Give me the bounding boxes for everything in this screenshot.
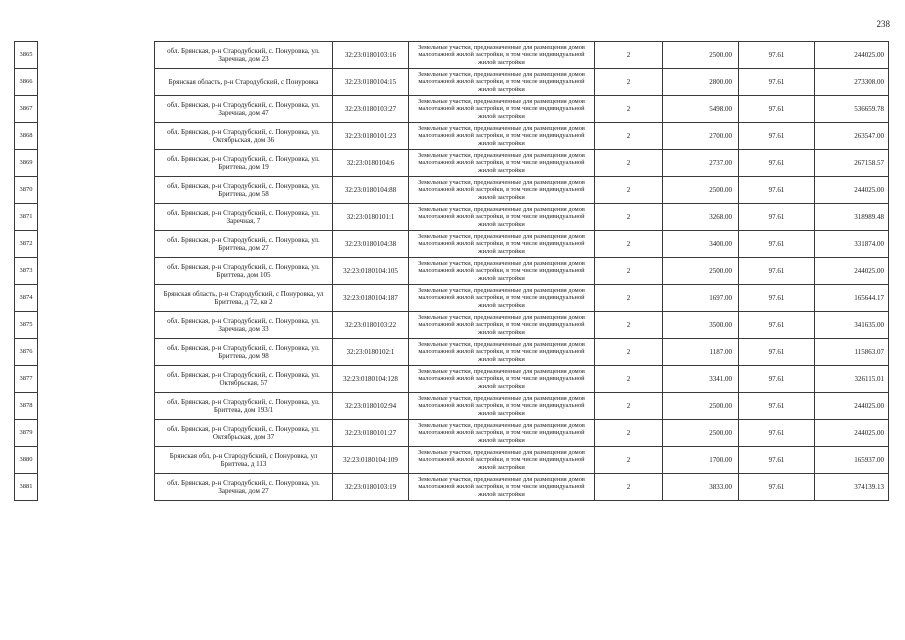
- row-number-cell: 3876: [15, 339, 38, 366]
- row-number-cell: 3872: [15, 231, 38, 258]
- table-row: [155, 447, 889, 474]
- table-row: [155, 474, 889, 501]
- row-number-cell: 3874: [15, 285, 38, 312]
- area-cell: 2500.00: [663, 420, 739, 447]
- cadastral-value-cell: 331874.00: [815, 231, 889, 258]
- area-cell: 1697.00: [663, 285, 739, 312]
- area-cell: 1700.00: [663, 447, 739, 474]
- row-number-cell: 3865: [15, 42, 38, 69]
- table-row: [155, 312, 889, 339]
- cadastral-number-cell: 32:23:0180104:88: [333, 177, 409, 204]
- rate-cell: 97.61: [739, 231, 815, 258]
- cadastral-number-cell: 32:23:0180104:187: [333, 285, 409, 312]
- area-cell: 2800.00: [663, 69, 739, 96]
- cadastral-value-cell: 165644.17: [815, 285, 889, 312]
- land-category-cell: Земельные участки, предназначенные для размещения домов малоэтажной жилой застройки, в том числе индивидуальной жилой застройки: [409, 393, 595, 420]
- address-cell: обл. Брянская, р-н Стародубский, с. Понуровка, ул. Заречная, дом 23: [155, 42, 333, 69]
- table-row: [155, 150, 889, 177]
- rate-cell: 97.61: [739, 393, 815, 420]
- rate-cell: 97.61: [739, 177, 815, 204]
- address-cell: Брянская область, р-н Стародубский, с Понуровка: [155, 69, 333, 96]
- row-number-cell: 3873: [15, 258, 38, 285]
- row-number-row: [15, 447, 38, 474]
- cadastral-value-cell: 536659.78: [815, 96, 889, 123]
- rate-cell: 97.61: [739, 312, 815, 339]
- cadastral-value-cell: 374139.13: [815, 474, 889, 501]
- page-number: 238: [876, 19, 890, 29]
- cadastral-number-cell: 32:23:0180101:23: [333, 123, 409, 150]
- address-cell: обл. Брянская, р-н Стародубский, с. Понуровка, ул. Бриттева, дом 98: [155, 339, 333, 366]
- address-cell: обл. Брянская, р-н Стародубский, с. Понуровка, ул. Бриттева, дом 193/1: [155, 393, 333, 420]
- row-number-cell: 3880: [15, 447, 38, 474]
- table-row: [155, 177, 889, 204]
- area-cell: 3500.00: [663, 312, 739, 339]
- rate-cell: 97.61: [739, 258, 815, 285]
- land-category-cell: Земельные участки, предназначенные для размещения домов малоэтажной жилой застройки, в том числе индивидуальной жилой застройки: [409, 231, 595, 258]
- address-cell: обл. Брянская, р-н Стародубский, с. Понуровка, ул. Бриттева, дом 58: [155, 177, 333, 204]
- cadastral-value-cell: 244025.00: [815, 42, 889, 69]
- group-cell: 2: [595, 258, 663, 285]
- land-category-cell: Земельные участки, предназначенные для размещения домов малоэтажной жилой застройки, в том числе индивидуальной жилой застройки: [409, 339, 595, 366]
- group-cell: 2: [595, 474, 663, 501]
- row-number-row: [15, 231, 38, 258]
- area-cell: 2737.00: [663, 150, 739, 177]
- row-number-row: [15, 285, 38, 312]
- rate-cell: 97.61: [739, 339, 815, 366]
- address-cell: Брянская обл, р-н Стародубский, с Понуровка, ул Бриттева, д 113: [155, 447, 333, 474]
- area-cell: 3341.00: [663, 366, 739, 393]
- rate-cell: 97.61: [739, 285, 815, 312]
- cadastral-number-cell: 32:23:0180103:19: [333, 474, 409, 501]
- row-number-cell: 3867: [15, 96, 38, 123]
- address-cell: обл. Брянская, р-н Стародубский, с. Понуровка, ул. Бриттева, дом 105: [155, 258, 333, 285]
- row-number-cell: 3875: [15, 312, 38, 339]
- table-row: [155, 366, 889, 393]
- group-cell: 2: [595, 204, 663, 231]
- group-cell: 2: [595, 285, 663, 312]
- row-number-row: [15, 150, 38, 177]
- row-number-row: [15, 339, 38, 366]
- row-number-cell: 3878: [15, 393, 38, 420]
- group-cell: 2: [595, 339, 663, 366]
- table-row: [155, 204, 889, 231]
- rate-cell: 97.61: [739, 420, 815, 447]
- land-category-cell: Земельные участки, предназначенные для размещения домов малоэтажной жилой застройки, в том числе индивидуальной жилой застройки: [409, 204, 595, 231]
- table-row: [155, 258, 889, 285]
- row-number-row: [15, 393, 38, 420]
- table-row: [155, 393, 889, 420]
- row-number-row: [15, 177, 38, 204]
- cadastral-number-cell: 32:23:0180104:6: [333, 150, 409, 177]
- group-cell: 2: [595, 150, 663, 177]
- rate-cell: 97.61: [739, 366, 815, 393]
- address-cell: обл. Брянская, р-н Стародубский, с. Понуровка, ул. Бриттева, дом 19: [155, 150, 333, 177]
- cadastral-number-cell: 32:23:0180102:1: [333, 339, 409, 366]
- cadastral-value-cell: 267158.57: [815, 150, 889, 177]
- area-cell: 3268.00: [663, 204, 739, 231]
- cadastral-value-cell: 115863.07: [815, 339, 889, 366]
- address-cell: обл. Брянская, р-н Стародубский, с. Понуровка, ул. Октябрьская, 57: [155, 366, 333, 393]
- cadastral-number-cell: 32:23:0180104:105: [333, 258, 409, 285]
- land-category-cell: Земельные участки, предназначенные для размещения домов малоэтажной жилой застройки, в том числе индивидуальной жилой застройки: [409, 42, 595, 69]
- row-number-cell: 3877: [15, 366, 38, 393]
- row-number-row: [15, 312, 38, 339]
- cadastral-value-cell: 165937.00: [815, 447, 889, 474]
- row-number-row: [15, 474, 38, 501]
- area-cell: 2500.00: [663, 42, 739, 69]
- row-number-cell: 3881: [15, 474, 38, 501]
- row-number-row: [15, 420, 38, 447]
- cadastral-number-cell: 32:23:0180104:15: [333, 69, 409, 96]
- land-plots-table: [154, 41, 889, 501]
- area-cell: 2700.00: [663, 123, 739, 150]
- address-cell: Брянская область, р-н Стародубский, с Понуровка, ул Бриттева, д 72, кв 2: [155, 285, 333, 312]
- rate-cell: 97.61: [739, 447, 815, 474]
- table-row: [155, 285, 889, 312]
- area-cell: 3400.00: [663, 231, 739, 258]
- rate-cell: 97.61: [739, 123, 815, 150]
- land-category-cell: Земельные участки, предназначенные для размещения домов малоэтажной жилой застройки, в том числе индивидуальной жилой застройки: [409, 420, 595, 447]
- land-category-cell: Земельные участки, предназначенные для размещения домов малоэтажной жилой застройки, в том числе индивидуальной жилой застройки: [409, 123, 595, 150]
- cadastral-value-cell: 318989.48: [815, 204, 889, 231]
- table-row: [155, 42, 889, 69]
- land-category-cell: Земельные участки, предназначенные для размещения домов малоэтажной жилой застройки, в том числе индивидуальной жилой застройки: [409, 150, 595, 177]
- land-category-cell: Земельные участки, предназначенные для размещения домов малоэтажной жилой застройки, в том числе индивидуальной жилой застройки: [409, 366, 595, 393]
- address-cell: обл. Брянская, р-н Стародубский, с. Понуровка, ул. Заречная, дом 33: [155, 312, 333, 339]
- group-cell: 2: [595, 393, 663, 420]
- cadastral-value-cell: 244025.00: [815, 258, 889, 285]
- cadastral-value-cell: 326115.01: [815, 366, 889, 393]
- address-cell: обл. Брянская, р-н Стародубский, с. Понуровка, ул. Бриттева, дом 27: [155, 231, 333, 258]
- row-number-cell: 3871: [15, 204, 38, 231]
- cadastral-value-cell: 244025.00: [815, 420, 889, 447]
- group-cell: 2: [595, 366, 663, 393]
- rate-cell: 97.61: [739, 42, 815, 69]
- cadastral-number-cell: 32:23:0180104:109: [333, 447, 409, 474]
- rate-cell: 97.61: [739, 474, 815, 501]
- land-category-cell: Земельные участки, предназначенные для размещения домов малоэтажной жилой застройки, в том числе индивидуальной жилой застройки: [409, 312, 595, 339]
- cadastral-value-cell: 341635.00: [815, 312, 889, 339]
- cadastral-value-cell: 263547.00: [815, 123, 889, 150]
- rate-cell: 97.61: [739, 69, 815, 96]
- row-number-row: [15, 123, 38, 150]
- area-cell: 2500.00: [663, 393, 739, 420]
- cadastral-number-cell: 32:23:0180101:1: [333, 204, 409, 231]
- cadastral-value-cell: 244025.00: [815, 393, 889, 420]
- group-cell: 2: [595, 420, 663, 447]
- area-cell: 3833.00: [663, 474, 739, 501]
- group-cell: 2: [595, 42, 663, 69]
- group-cell: 2: [595, 69, 663, 96]
- group-cell: 2: [595, 231, 663, 258]
- land-category-cell: Земельные участки, предназначенные для размещения домов малоэтажной жилой застройки, в том числе индивидуальной жилой застройки: [409, 258, 595, 285]
- cadastral-value-cell: 244025.00: [815, 177, 889, 204]
- area-cell: 5498.00: [663, 96, 739, 123]
- table-row: [155, 69, 889, 96]
- group-cell: 2: [595, 96, 663, 123]
- row-number-row: [15, 42, 38, 69]
- rate-cell: 97.61: [739, 96, 815, 123]
- table-row: [155, 123, 889, 150]
- address-cell: обл. Брянская, р-н Стародубский, с. Понуровка, ул. Заречная, дом 27: [155, 474, 333, 501]
- land-category-cell: Земельные участки, предназначенные для размещения домов малоэтажной жилой застройки, в том числе индивидуальной жилой застройки: [409, 447, 595, 474]
- land-category-cell: Земельные участки, предназначенные для размещения домов малоэтажной жилой застройки, в том числе индивидуальной жилой застройки: [409, 96, 595, 123]
- address-cell: обл. Брянская, р-н Стародубский, с. Понуровка, ул. Заречная, дом 47: [155, 96, 333, 123]
- rate-cell: 97.61: [739, 204, 815, 231]
- land-category-cell: Земельные участки, предназначенные для размещения домов малоэтажной жилой застройки, в том числе индивидуальной жилой застройки: [409, 285, 595, 312]
- row-number-cell: 3870: [15, 177, 38, 204]
- row-number-row: [15, 69, 38, 96]
- row-number-cell: 3866: [15, 69, 38, 96]
- land-category-cell: Земельные участки, предназначенные для размещения домов малоэтажной жилой застройки, в том числе индивидуальной жилой застройки: [409, 474, 595, 501]
- row-number-table: [14, 41, 38, 501]
- group-cell: 2: [595, 312, 663, 339]
- land-category-cell: Земельные участки, предназначенные для размещения домов малоэтажной жилой застройки, в том числе индивидуальной жилой застройки: [409, 69, 595, 96]
- cadastral-number-cell: 32:23:0180104:38: [333, 231, 409, 258]
- cadastral-value-cell: 273308.00: [815, 69, 889, 96]
- table-row: [155, 96, 889, 123]
- area-cell: 2500.00: [663, 258, 739, 285]
- cadastral-number-cell: 32:23:0180103:16: [333, 42, 409, 69]
- cadastral-number-cell: 32:23:0180101:27: [333, 420, 409, 447]
- row-number-cell: 3868: [15, 123, 38, 150]
- address-cell: обл. Брянская, р-н Стародубский, с. Понуровка, ул. Октябрьская, дом 36: [155, 123, 333, 150]
- table-row: [155, 231, 889, 258]
- address-cell: обл. Брянская, р-н Стародубский, с. Понуровка, ул. Октябрьская, дом 37: [155, 420, 333, 447]
- area-cell: 2500.00: [663, 177, 739, 204]
- cadastral-number-cell: 32:23:0180103:22: [333, 312, 409, 339]
- row-number-cell: 3879: [15, 420, 38, 447]
- cadastral-number-cell: 32:23:0180103:27: [333, 96, 409, 123]
- row-number-row: [15, 366, 38, 393]
- address-cell: обл. Брянская, р-н Стародубский, с. Понуровка, ул. Заречная, 7: [155, 204, 333, 231]
- table-row: [155, 339, 889, 366]
- row-number-cell: 3869: [15, 150, 38, 177]
- group-cell: 2: [595, 447, 663, 474]
- area-cell: 1187.00: [663, 339, 739, 366]
- table-row: [155, 420, 889, 447]
- group-cell: 2: [595, 177, 663, 204]
- rate-cell: 97.61: [739, 150, 815, 177]
- row-number-row: [15, 258, 38, 285]
- group-cell: 2: [595, 123, 663, 150]
- row-number-row: [15, 96, 38, 123]
- cadastral-number-cell: 32:23:0180102:94: [333, 393, 409, 420]
- cadastral-number-cell: 32:23:0180104:128: [333, 366, 409, 393]
- row-number-row: [15, 204, 38, 231]
- land-category-cell: Земельные участки, предназначенные для размещения домов малоэтажной жилой застройки, в том числе индивидуальной жилой застройки: [409, 177, 595, 204]
